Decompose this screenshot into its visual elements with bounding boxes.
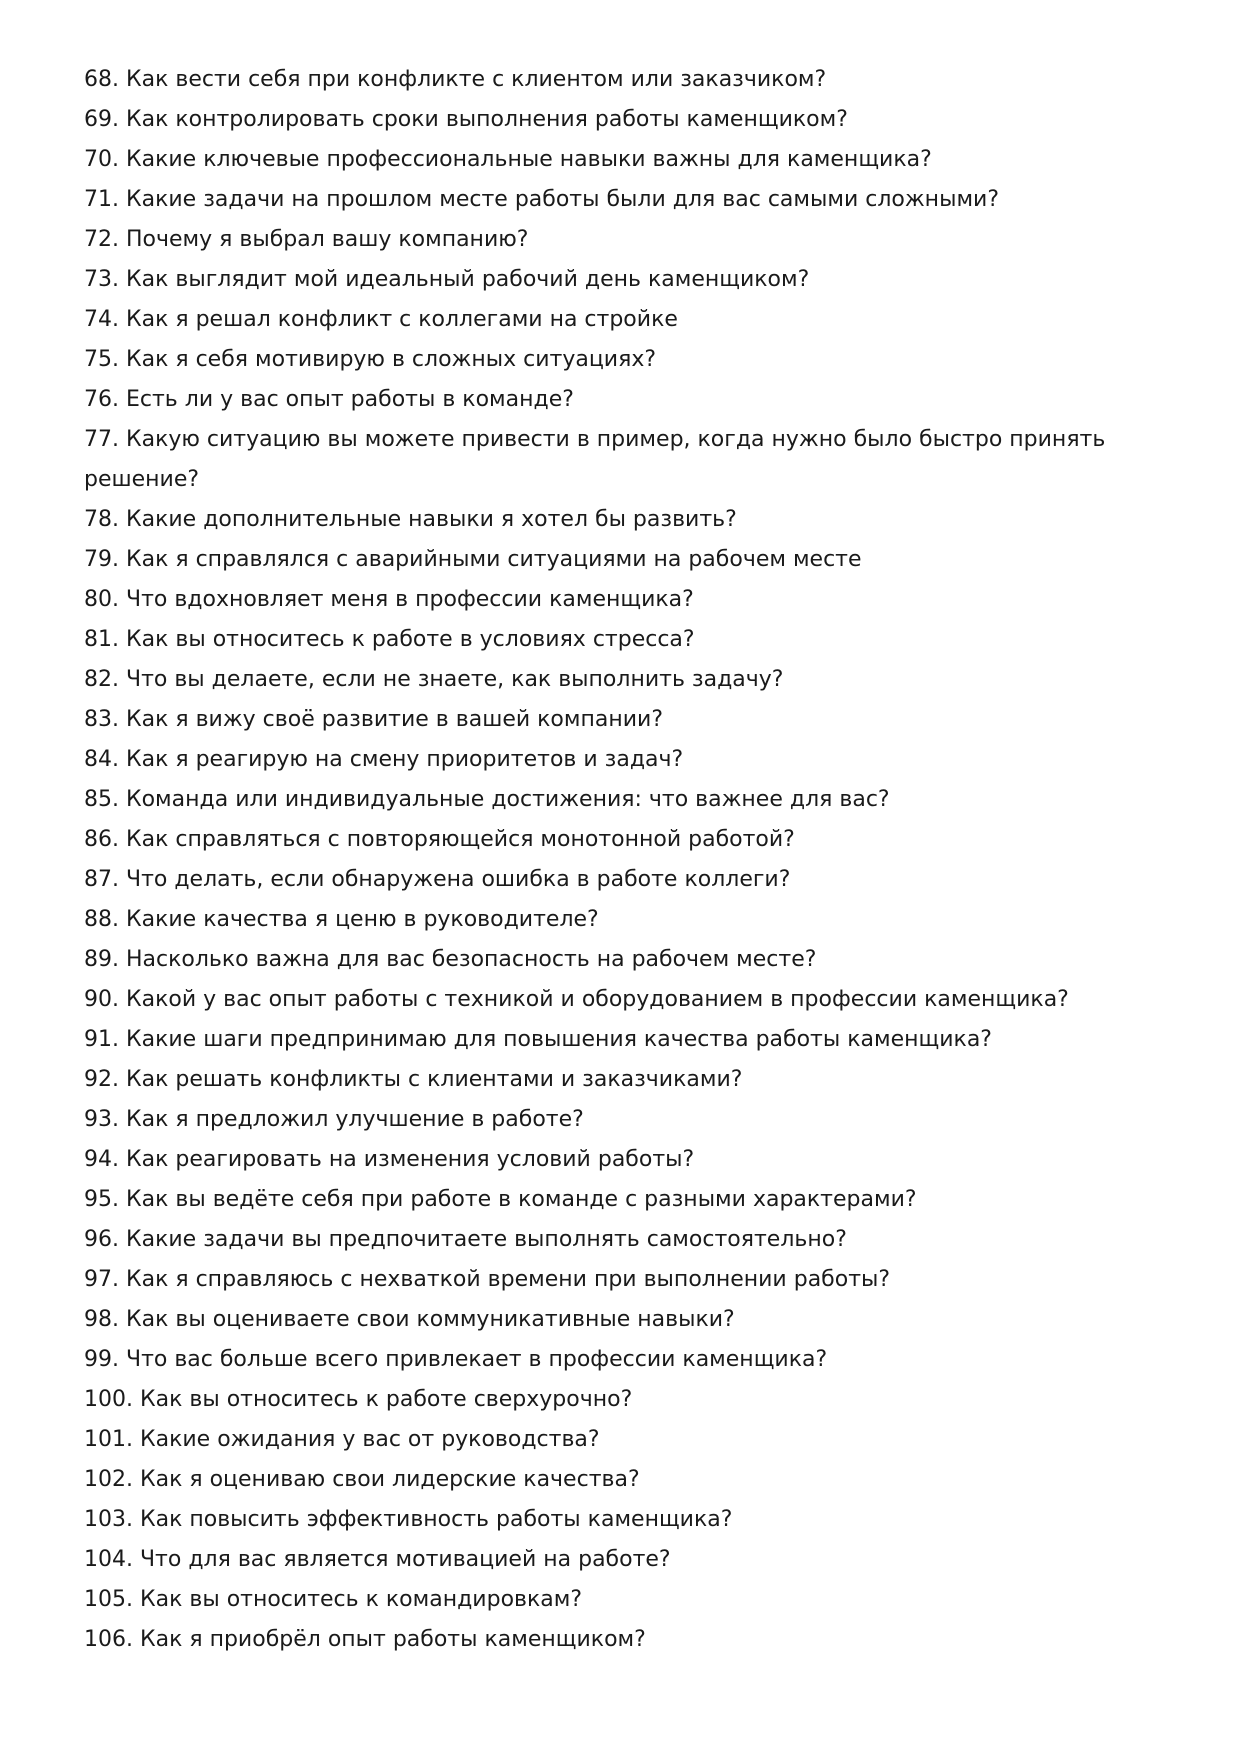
list-item: 77. Какую ситуацию вы можете привести в пример, когда нужно было быстро принять решение? [84,427,1106,492]
list-item: 79. Как я справлялся с аварийными ситуациями на рабочем месте [84,547,862,572]
list-item: 76. Есть ли у вас опыт работы в команде? [84,387,574,412]
list-item: 86. Как справляться с повторяющейся монотонной работой? [84,827,795,852]
list-item: 85. Команда или индивидуальные достижения: что важнее для вас? [84,787,890,812]
list-item: 83. Как я вижу своё развитие в вашей компании? [84,707,664,732]
list-item: 81. Как вы относитесь к работе в условиях стресса? [84,627,695,652]
list-item: 84. Как я реагирую на смену приоритетов и задач? [84,747,684,772]
list-item: 78. Какие дополнительные навыки я хотел бы развить? [84,507,737,532]
list-item: 105. Как вы относитесь к командировкам? [84,1587,583,1612]
document-page [84,60,1164,1660]
list-item: 87. Что делать, если обнаружена ошибка в работе коллеги? [84,867,791,892]
list-item: 97. Как я справляюсь с нехваткой времени при выполнении работы? [84,1267,891,1292]
list-item: 106. Как я приобрёл опыт работы каменщиком? [84,1627,646,1652]
list-item: 94. Как реагировать на изменения условий работы? [84,1147,695,1172]
list-item: 99. Что вас больше всего привлекает в профессии каменщика? [84,1347,828,1372]
list-item: 71. Какие задачи на прошлом месте работы были для вас самыми сложными? [84,187,1000,212]
list-item: 102. Как я оцениваю свои лидерские качества? [84,1467,640,1492]
list-item: 101. Какие ожидания у вас от руководства? [84,1427,600,1452]
list-item: 103. Как повысить эффективность работы каменщика? [84,1507,733,1532]
list-item: 98. Как вы оцениваете свои коммуникативные навыки? [84,1307,735,1332]
list-item: 75. Как я себя мотивирую в сложных ситуациях? [84,347,657,372]
list-item: 100. Как вы относитесь к работе сверхурочно? [84,1387,633,1412]
list-item: 82. Что вы делаете, если не знаете, как выполнить задачу? [84,667,784,692]
list-item: 90. Какой у вас опыт работы с техникой и оборудованием в профессии каменщика? [84,987,1069,1012]
list-item: 91. Какие шаги предпринимаю для повышения качества работы каменщика? [84,1027,992,1052]
list-item: 70. Какие ключевые профессиональные навыки важны для каменщика? [84,147,932,172]
list-item: 68. Как вести себя при конфликте с клиентом или заказчиком? [84,67,827,92]
list-item: 88. Какие качества я ценю в руководителе? [84,907,599,932]
list-item: 89. Насколько важна для вас безопасность на рабочем месте? [84,947,817,972]
list-item: 72. Почему я выбрал вашу компанию? [84,227,529,252]
list-item: 104. Что для вас является мотивацией на работе? [84,1547,671,1572]
list-item: 96. Какие задачи вы предпочитаете выполнять самостоятельно? [84,1227,847,1252]
list-item: 69. Как контролировать сроки выполнения работы каменщиком? [84,107,848,132]
list-item: 74. Как я решал конфликт с коллегами на стройке [84,307,678,332]
list-item: 80. Что вдохновляет меня в профессии каменщика? [84,587,694,612]
list-item: 95. Как вы ведёте себя при работе в команде с разными характерами? [84,1187,917,1212]
list-item: 92. Как решать конфликты с клиентами и заказчиками? [84,1067,743,1092]
list-item: 93. Как я предложил улучшение в работе? [84,1107,584,1132]
list-item: 73. Как выглядит мой идеальный рабочий день каменщиком? [84,267,810,292]
question-list [84,60,1164,1660]
